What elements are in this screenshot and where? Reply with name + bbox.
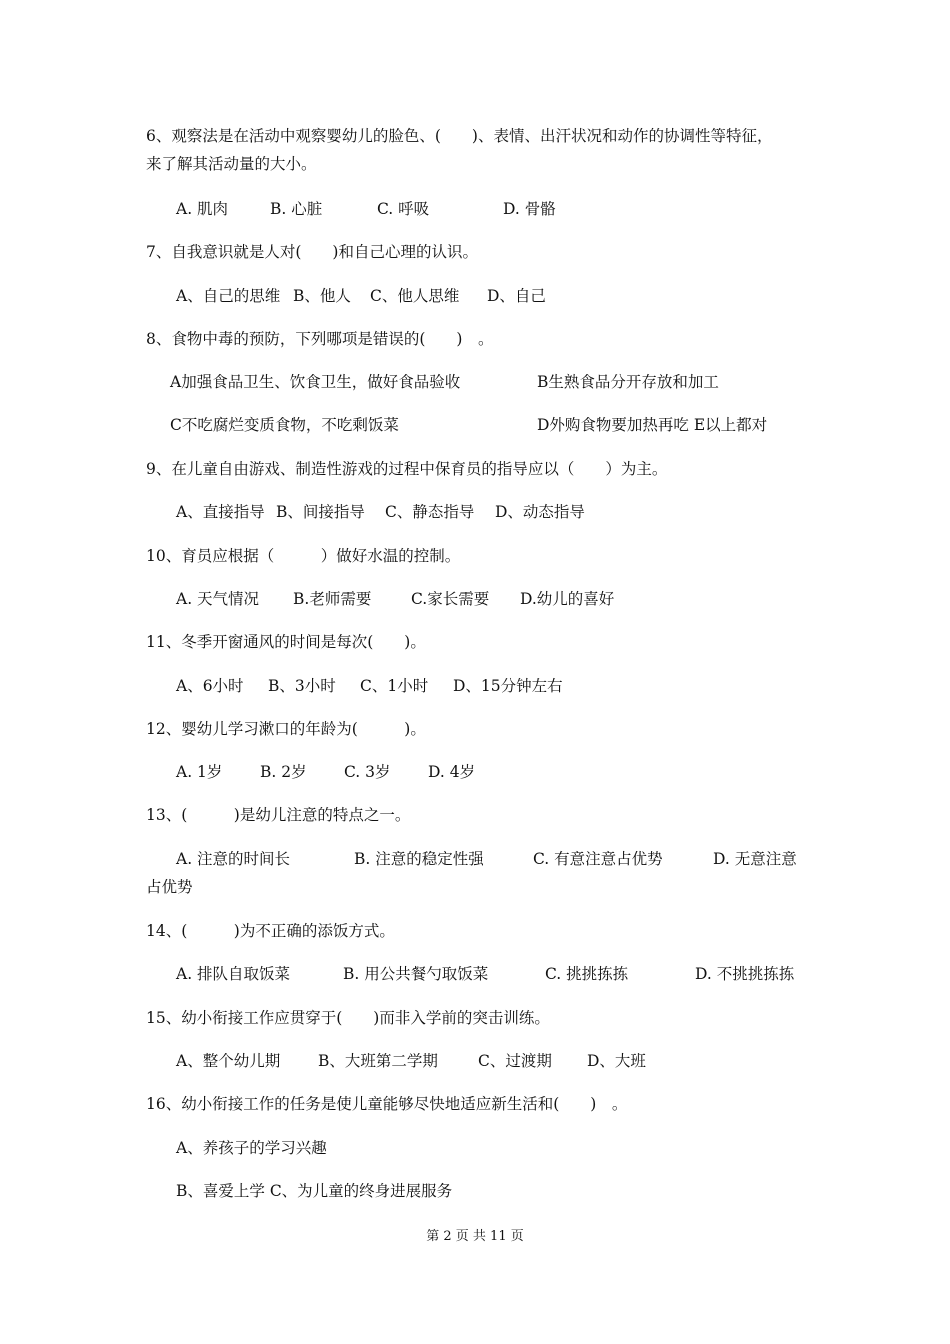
question-9-option-a: A、直接指导 bbox=[176, 503, 265, 521]
question-16-text: 16、幼小衔接工作的任务是使儿童能够尽快地适应新生活和( ) 。 bbox=[146, 1095, 628, 1113]
question-15-option-d: D、大班 bbox=[587, 1052, 646, 1070]
page-number-footer: 第 2 页 共 11 页 bbox=[426, 1229, 524, 1244]
question-6-option-b: B. 心脏 bbox=[270, 200, 323, 218]
question-6-option-a: A. 肌肉 bbox=[176, 200, 229, 218]
question-13-option-d-cont: 占优势 bbox=[146, 878, 193, 896]
question-9-text: 9、在儿童自由游戏、制造性游戏的过程中保育员的指导应以（ ）为主。 bbox=[146, 460, 668, 478]
question-12-option-d: D. 4岁 bbox=[428, 763, 476, 781]
question-12-text: 12、婴幼儿学习漱口的年龄为( )。 bbox=[146, 720, 426, 738]
question-7-option-b: B、他人 bbox=[293, 287, 351, 305]
question-15-option-c: C、过渡期 bbox=[478, 1052, 552, 1070]
question-11-option-a: A、6小时 bbox=[176, 677, 244, 695]
question-14-text: 14、( )为不正确的添饭方式。 bbox=[146, 922, 395, 940]
question-9-option-b: B、间接指导 bbox=[276, 503, 365, 521]
question-14-option-b: B. 用公共餐勺取饭菜 bbox=[343, 965, 489, 983]
question-16-option-a: A、养孩子的学习兴趣 bbox=[176, 1139, 327, 1157]
question-10-text: 10、育员应根据（ ）做好水温的控制。 bbox=[146, 547, 461, 565]
question-12-option-a: A. 1岁 bbox=[176, 763, 223, 781]
question-11-option-b: B、3小时 bbox=[268, 677, 336, 695]
question-11-option-c: C、1小时 bbox=[360, 677, 429, 695]
question-14-option-d: D. 不挑挑拣拣 bbox=[695, 965, 795, 983]
question-7-text: 7、自我意识就是人对( )和自己心理的认识。 bbox=[146, 243, 478, 261]
question-10-option-d: D.幼儿的喜好 bbox=[520, 590, 615, 608]
question-16-option-b-c: B、喜爱上学 C、为儿童的终身进展服务 bbox=[176, 1182, 453, 1200]
question-13-option-b: B. 注意的稳定性强 bbox=[354, 850, 484, 868]
question-15-text: 15、幼小衔接工作应贯穿于( )而非入学前的突击训练。 bbox=[146, 1009, 550, 1027]
question-11-option-d: D、15分钟左右 bbox=[453, 677, 563, 695]
question-13-option-a: A. 注意的时间长 bbox=[176, 850, 291, 868]
question-9-option-d: D、动态指导 bbox=[495, 503, 585, 521]
question-15-option-a: A、整个幼儿期 bbox=[176, 1052, 281, 1070]
question-6-text-cont: 来了解其活动量的大小。 bbox=[146, 155, 317, 173]
question-8-text: 8、食物中毒的预防，下列哪项是错误的( ) 。 bbox=[146, 330, 494, 348]
question-6-option-d: D. 骨骼 bbox=[503, 200, 556, 218]
question-13-option-c: C. 有意注意占优势 bbox=[533, 850, 663, 868]
question-14-option-a: A. 排队自取饭菜 bbox=[176, 965, 291, 983]
question-8-option-d: D外购食物要加热再吃 E以上都对 bbox=[537, 416, 768, 434]
question-15-option-b: B、大班第二学期 bbox=[318, 1052, 438, 1070]
question-10-option-c: C.家长需要 bbox=[411, 590, 490, 608]
question-12-option-c: C. 3岁 bbox=[344, 763, 391, 781]
question-8-option-a: A加强食品卫生、饮食卫生，做好食品验收 bbox=[170, 373, 461, 391]
question-6-option-c: C. 呼吸 bbox=[377, 200, 430, 218]
question-14-option-c: C. 挑挑拣拣 bbox=[545, 965, 629, 983]
question-9-option-c: C、静态指导 bbox=[385, 503, 475, 521]
question-7-option-a: A、自己的思维 bbox=[176, 287, 281, 305]
question-10-option-b: B.老师需要 bbox=[293, 590, 372, 608]
question-8-option-c: C不吃腐烂变质食物，不吃剩饭菜 bbox=[170, 416, 399, 434]
question-13-text: 13、( )是幼儿注意的特点之一。 bbox=[146, 806, 411, 824]
question-12-option-b: B. 2岁 bbox=[260, 763, 307, 781]
question-7-option-c: C、他人思维 bbox=[370, 287, 460, 305]
question-10-option-a: A. 天气情况 bbox=[176, 590, 260, 608]
question-11-text: 11、冬季开窗通风的时间是每次( )。 bbox=[146, 633, 426, 651]
question-13-option-d: D. 无意注意 bbox=[713, 850, 797, 868]
question-8-option-b: B生熟食品分开存放和加工 bbox=[537, 373, 719, 391]
question-7-option-d: D、自己 bbox=[487, 287, 546, 305]
question-6-text: 6、观察法是在活动中观察婴幼儿的脸色、( )、表情、出汗状况和动作的协调性等特征， bbox=[146, 127, 773, 145]
